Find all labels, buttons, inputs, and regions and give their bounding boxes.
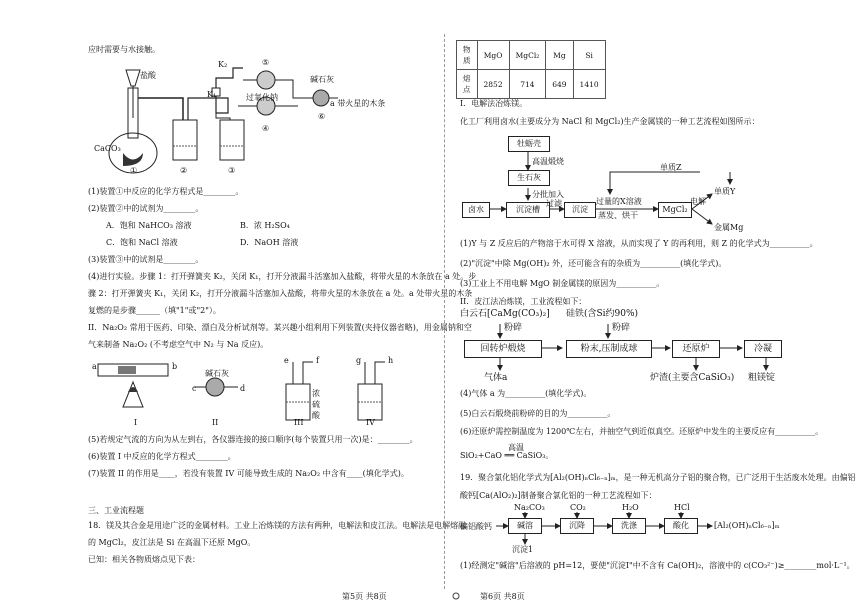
note-slag: 炉渣(主要含CaSiO₃)	[650, 373, 735, 383]
reagent-hcl: HCl	[674, 503, 690, 512]
label-sodalime: 碱石灰	[310, 75, 334, 84]
option-d: D．NaOH 溶液	[240, 238, 299, 247]
q-4-line1: (4)进行实验。步骤 1：打开弹簧夹 K₂，关闭 K₁，打开分液漏斗活塞加入盐酸，将带火星的木条放在 a 处。步	[88, 272, 477, 281]
port-f: f	[316, 356, 319, 365]
q-4-line3: 复燃的是步骤______（填"1"或"2"）。	[88, 306, 221, 315]
label-2: ②	[180, 166, 188, 175]
q-18-line2: 的 MgCl₂，皮江法是 Si 在高温下还原 MgO。	[88, 538, 256, 547]
q-19-sub1: (1)经测定"碱溶"后溶液的 pH=12，要使"沉淀Ⅰ"中不含有 Ca(OH)₂，溶液中的 c(CO₃²⁻)≥________mol·L⁻¹。	[460, 561, 855, 570]
box-press-balls: 粉末,压制成球	[566, 340, 652, 358]
label-III: III	[294, 418, 304, 427]
r-q-6: (6)还原炉需控制温度为 1200℃左右，并抽空气到近似真空。还原炉中发生的主要反应有__________。	[460, 427, 824, 436]
q-3: (3)装置③中的试剂是________。	[88, 255, 204, 264]
port-h: h	[388, 356, 394, 365]
label-mg: 金属Mg	[714, 223, 744, 232]
reagent-na2co3: Na₂CO₃	[514, 503, 545, 512]
option-b: B．浓 H₂SO₄	[240, 221, 290, 230]
table-cell: 714	[509, 70, 546, 99]
label-6: ⑥	[318, 112, 326, 121]
label-1: ①	[130, 166, 138, 175]
label-na2o2: 过氧化钠	[246, 93, 278, 102]
label-y: 单质Y	[714, 187, 736, 196]
section-ii: II．皮江法冶炼镁，工业流程如下：	[460, 297, 587, 306]
table-cell: Si	[573, 41, 605, 70]
table-cell: 物质	[457, 41, 478, 70]
melting-point-table	[456, 40, 606, 99]
box-mgcl2: MgCl₂	[658, 202, 692, 218]
table-row	[457, 70, 606, 99]
label-IV: IV	[366, 418, 375, 427]
r-q-3: (3)工业上不用电解 MgO 制金属镁的原因为__________。	[460, 279, 665, 288]
label-caco3: CaCO₃	[94, 144, 121, 153]
q-18-line1: 18．镁及其合金是用途广泛的金属材料。工业上冶炼镁的方法有两种，电解法和皮江法。电解法是电解熔融	[88, 521, 467, 530]
label-h2so4: 浓硫酸	[312, 389, 320, 420]
port-b: b	[172, 362, 178, 371]
label-k1: K₁	[207, 90, 217, 99]
label-soda-lime-2: 碱石灰	[205, 369, 229, 378]
table-cell: 2852	[477, 70, 509, 99]
q-5: (5)若规定气流的方向为从左到右，各仪器连接的接口顺序(每个装置只用一次)是：________。	[88, 435, 418, 444]
q-19-line2: 酸钙[Ca(AlO₂)₂]制备聚合氯化铝的一种工艺流程如下：	[460, 491, 657, 500]
box-wash: 洗涤	[612, 518, 646, 534]
section-title: 三、工业流程题	[88, 506, 144, 515]
q-2: (2)装置②中的试剂为________。	[88, 204, 204, 213]
note-filter: 过滤	[546, 199, 562, 208]
eq-condition: 高温	[508, 443, 524, 452]
r-q-4: (4)气体 a 为__________(填化学式)。	[460, 389, 592, 398]
label-II: II	[212, 418, 219, 427]
label-z: 单质Z	[660, 163, 682, 172]
label-I: I	[134, 418, 138, 427]
top-dolomite: 白云石[CaMg(CO₃)₂]	[460, 309, 550, 319]
table-cell: 熔点	[457, 70, 478, 99]
note-crush-1: 粉碎	[504, 323, 523, 333]
q-4-line2: 骤 2：打开弹簧夹 K₁，关闭 K₂，打开分液漏斗活塞加入盐酸，将带火星的木条放在 a 处。a 处带火星的木条	[88, 289, 473, 298]
reagent-co2: CO₂	[570, 503, 586, 512]
box-reduction-furnace: 还原炉	[672, 340, 720, 358]
box-alkali-dissolve: 碱溶	[508, 518, 542, 534]
page-divider	[444, 34, 446, 589]
flow3-product: [Al₂(OH)ₙCl₆₋ₙ]ₘ	[714, 521, 780, 530]
box-quicklime: 生石灰	[508, 170, 550, 186]
center-circle-icon	[452, 592, 460, 600]
port-e: e	[284, 356, 289, 365]
note-calcine: 高温煅烧	[532, 157, 564, 166]
r-equation: SiO₂+CaO ══ CaSiO₃。	[460, 451, 554, 460]
label-5: ⑤	[262, 58, 270, 67]
label-k2: K₂	[218, 60, 228, 69]
reagent-h2o: H₂O	[622, 503, 639, 512]
note-crush-2: 粉碎	[612, 323, 631, 333]
section-i: I．电解法冶炼镁。	[460, 99, 528, 108]
note-excess-x: 过量的X溶液	[596, 197, 642, 206]
top-ferrosilicon: 硅铁(含Si约90%)	[566, 309, 639, 319]
q-7: (7)装置 II 的作用是____，若没有装置 IV 可能导致生成的 Na₂O₂ 中含有____(填化学式)。	[88, 469, 409, 478]
note-electrolysis: 电解	[690, 197, 706, 206]
table-cell: MgCl₂	[509, 41, 546, 70]
table-cell: MgO	[477, 41, 509, 70]
box-precipitate: 沉淀	[564, 202, 596, 218]
part-ii-line1: II．Na₂O₂ 常用于医药、印染、漂白及分析试剂等。某兴趣小组利用下列装置(夹持仪器省略)，用金属钠和空	[88, 323, 472, 332]
part-ii-line2: 气来制备 Na₂O₂ (不考虑空气中 N₂ 与 Na 反应)。	[88, 340, 269, 349]
option-a: A．饱和 NaHCO₃ 溶液	[106, 221, 192, 230]
note-crude-mg: 粗镁锭	[748, 373, 776, 383]
apparatus-figure-1	[88, 58, 388, 176]
table-cell: 649	[546, 70, 573, 99]
box-oyster-shell: 牡蛎壳	[508, 136, 550, 152]
label-splint: a 带火星的木条	[330, 99, 386, 108]
box-brine: 卤水	[462, 202, 490, 218]
label-3: ③	[228, 166, 236, 175]
note-evaporate: 蒸发、烘干	[598, 211, 638, 220]
r-q-2: (2)"沉淀"中除 Mg(OH)₂ 外，还可能含有的杂质为__________(填化学式)。	[460, 259, 727, 268]
option-c: C．饱和 NaCl 溶液	[106, 238, 178, 247]
table-row	[457, 41, 606, 70]
intro-text: 应时需要与水接触。	[88, 45, 160, 54]
footer-right-page-number: 第6页 共8页	[480, 592, 525, 601]
q-1: (1)装置①中反应的化学方程式是________。	[88, 187, 244, 196]
box-condense: 冷凝	[744, 340, 782, 358]
flow3-waste: 沉淀1	[512, 545, 534, 554]
flow3-start: 偏铝酸钙	[460, 522, 492, 531]
table-cell: 1410	[573, 70, 605, 99]
note-gas-a: 气体a	[484, 373, 508, 383]
r-q-5: (5)白云石煅烧前粉碎的目的为__________。	[460, 409, 616, 418]
q-18-line3: 已知：相关各物质熔点见下表：	[88, 555, 200, 564]
box-settling-tank: 沉淀槽	[506, 202, 550, 218]
table-cell: Mg	[546, 41, 573, 70]
footer-left-page-number: 第5页 共8页	[342, 592, 387, 601]
port-c: c	[192, 384, 197, 393]
label-hcl: 盐酸	[140, 71, 156, 80]
r-q-1: (1)Y 与 Z 反应后的产物溶于水可得 X 溶液，从而实现了 Y 的再利用，则 Z 的化学式为__________。	[460, 239, 818, 248]
box-rotary-kiln: 回转炉煅烧	[464, 340, 542, 358]
port-d: d	[240, 384, 246, 393]
port-a: a	[92, 362, 97, 371]
section-i-desc: 化工厂利用卤水(主要成分为 NaCl 和 MgCl₂)生产金属镁的一种工艺流程如图所示：	[460, 117, 760, 126]
q-19-line1: 19．聚合氯化铝化学式为[Al₂(OH)ₙCl₆₋ₙ]ₘ，是一种无机高分子铝的聚合物，已广泛用于生活废水处理。由偏铝	[460, 473, 856, 482]
label-4: ④	[262, 124, 270, 133]
box-settle: 沉降	[560, 518, 594, 534]
box-acidify: 酸化	[664, 518, 698, 534]
port-g: g	[356, 356, 362, 365]
q-6: (6)装置 I 中反应的化学方程式________。	[88, 452, 236, 461]
note-batch-add: 分批加入	[532, 190, 564, 199]
